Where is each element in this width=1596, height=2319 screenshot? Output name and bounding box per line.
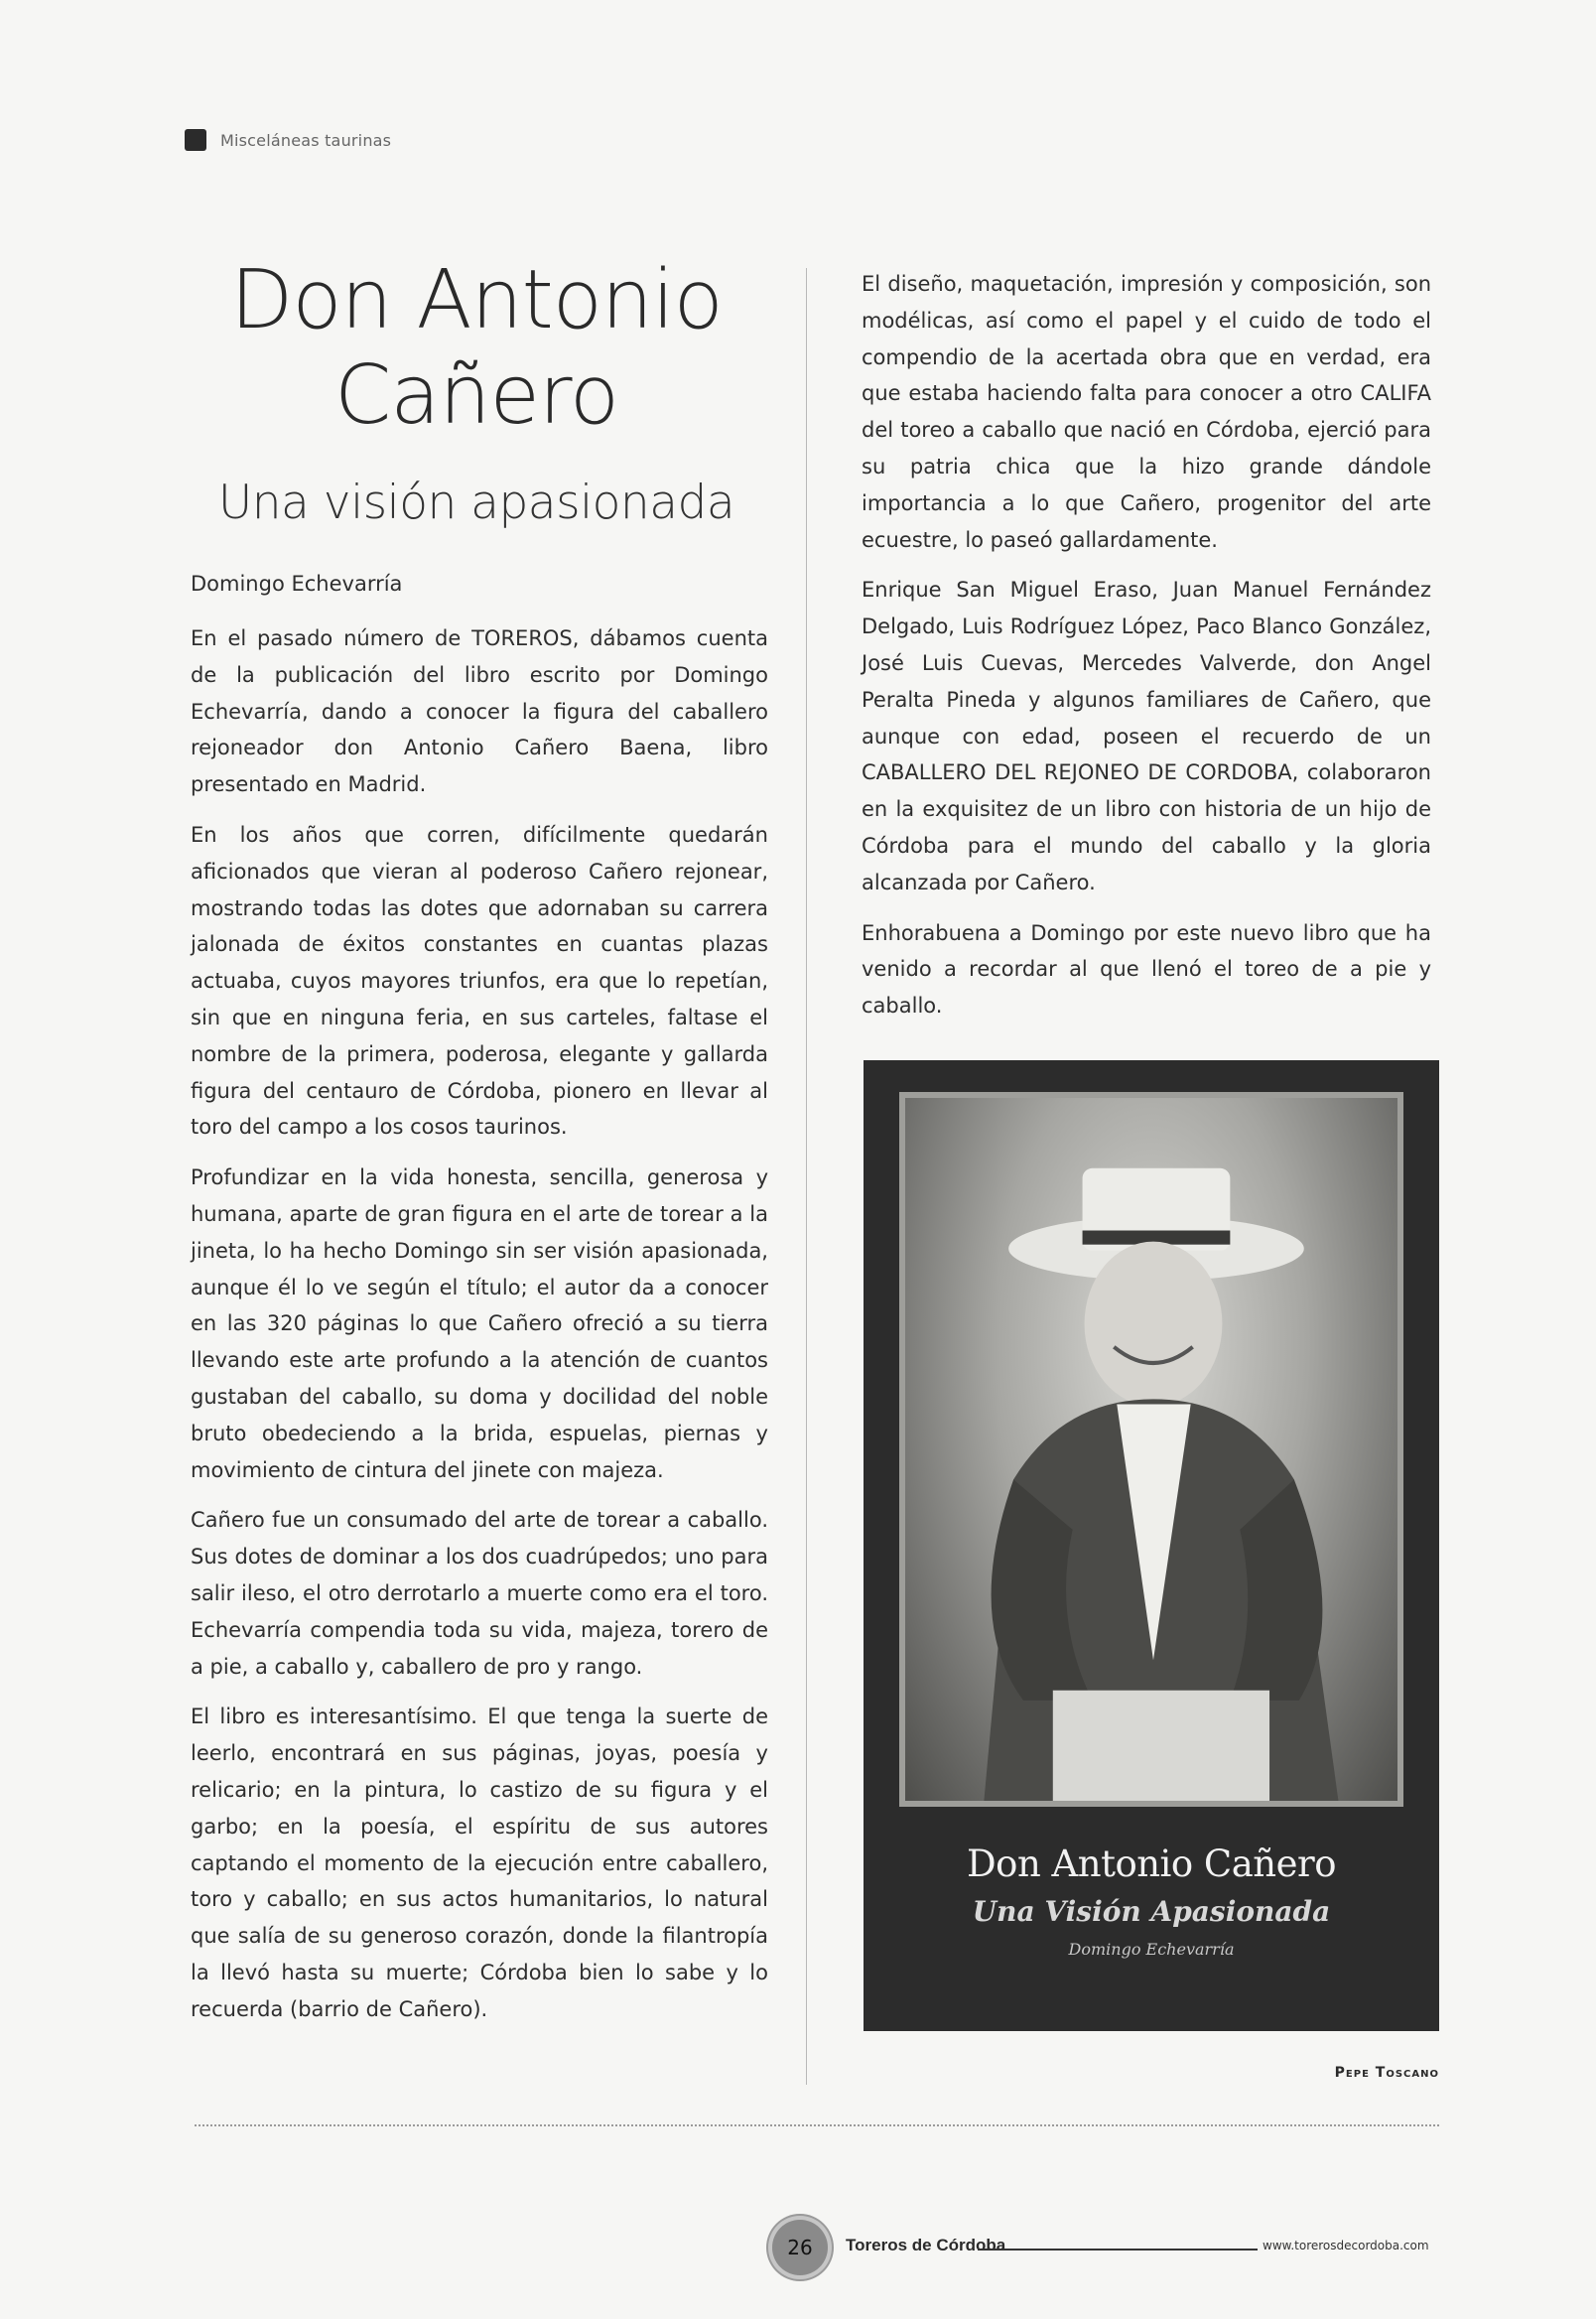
section-marker-icon xyxy=(185,129,206,151)
paragraph: Profundizar en la vida honesta, sencilla, generosa y humana, aparte de gran figura en el arte de torear a la jineta, lo ha hecho Domingo sin ser visión apasionada, aunque él lo ve según el título; el autor da a conocer en las 320 páginas lo que Cañero ofreció a su tierra llevando este arte profundo a la atención de cuantos gustaban del caballo, su doma y docilidad del noble bruto obedeciendo a la brida, espuelas, piernas y movimiento de cintura del jinete con majeza. xyxy=(191,1165,768,1482)
paragraph: En el pasado número de TOREROS, dábamos cuenta de la publicación del libro escrito por Domingo Echevarría, dando a conocer la figura del caballero rejoneador don Antonio Cañero Baena, libro presentado en Madrid. xyxy=(191,626,768,797)
book-cover xyxy=(864,1060,1439,2031)
footer-url[interactable]: www.torerosdecordoba.com xyxy=(1263,2239,1429,2252)
paragraph: Enhorabuena a Domingo por este nuevo libro que ha venido a recordar al que llenó el toreo de a pie y caballo. xyxy=(862,920,1431,1019)
right-column xyxy=(856,266,1431,1038)
cover-title: Don Antonio Cañero xyxy=(967,1842,1336,1885)
footer-divider xyxy=(195,2124,1439,2126)
paragraph: Enrique San Miguel Eraso, Juan Manuel Fernández Delgado, Luis Rodríguez López, Paco Blanco González, José Luis Cuevas, Mercedes Valverde, don Angel Peralta Pineda y algunos familiares de Cañero, que aunque con edad, poseen el recuerdo de un CABALLERO DEL REJONEO DE CORDOBA, colaboraron en la exquisitez de un libro con historia de un hijo de Córdoba para el mundo del caballo y la gloria alcanzada por Cañero. xyxy=(862,578,1431,894)
paragraph: En los años que corren, difícilmente quedarán aficionados que vieran al poderoso Cañero rejonear, mostrando todas las dotes que adornaban su carrera jalonada de éxitos constantes en cuantas plazas actuaba, cuyos mayores triunfos, era que lo repetían, sin que en ninguna feria, en sus carteles, faltase el nombre de la primera, poderosa, elegante y gallarda figura del centauro de Córdoba, pionero en llevar al toro del campo a los cosos taurinos. xyxy=(191,822,768,1140)
paragraph: Cañero fue un consumado del arte de torear a caballo. Sus dotes de dominar a los dos cuadrúpedos; uno para salir ileso, el otro derrotarlo a muerte como era el toro. Echevarría compendia toda su vida, majeza, torero de a pie, a caballo y, caballero de pro y rango. xyxy=(191,1508,768,1679)
title-line-1: Don Antonio xyxy=(230,253,723,347)
left-column xyxy=(185,253,768,2041)
column-divider xyxy=(806,268,807,2085)
footer-line xyxy=(978,2249,1258,2251)
article-author: Domingo Echevarría xyxy=(191,572,403,596)
portrait-illustration xyxy=(905,1098,1397,1801)
cover-author: Domingo Echevarría xyxy=(1068,1940,1235,1959)
title-line-2: Cañero xyxy=(333,348,618,443)
footer-brand: Toreros de Córdoba xyxy=(846,2236,1006,2254)
photo-credit: Pepe Toscano xyxy=(1334,2065,1439,2081)
page-number: 26 xyxy=(772,2220,828,2275)
paragraph: El diseño, maquetación, impresión y composición, son modélicas, así como el papel y el cuido de todo el compendio de la acertada obra que en verdad, era que estaba haciendo falta para conocer a otro CALIFA del toreo a caballo que nació en Córdoba, ejerció para su patria chica que la hizo grande dándole importancia a lo que Cañero, progenitor del arte ecuestre, lo paseó gallardamente. xyxy=(862,272,1431,552)
left-paragraphs xyxy=(185,620,768,2027)
paragraph: El libro es interesantísimo. El que tenga la suerte de leerlo, encontrará en sus páginas, joyas, poesía y relicario; en la pintura, lo castizo de su figura y el garbo; en la poesía, el espíritu de sus autores captando el momento de la ejecución entre caballero, toro y caballo; en sus actos humanitarios, lo natural que salía de su generoso corazón, donde la filantropía la llevó hasta su muerte; Córdoba bien lo sabe y lo recuerda (barrio de Cañero). xyxy=(191,1705,768,2021)
cover-subtitle: Una Visión Apasionada xyxy=(972,1895,1331,1928)
portrait-photo xyxy=(899,1092,1403,1807)
section-tag xyxy=(185,129,391,151)
article-subtitle: Una visión apasionada xyxy=(217,476,735,530)
section-label: Misceláneas taurinas xyxy=(220,130,392,150)
article-title xyxy=(185,253,768,444)
